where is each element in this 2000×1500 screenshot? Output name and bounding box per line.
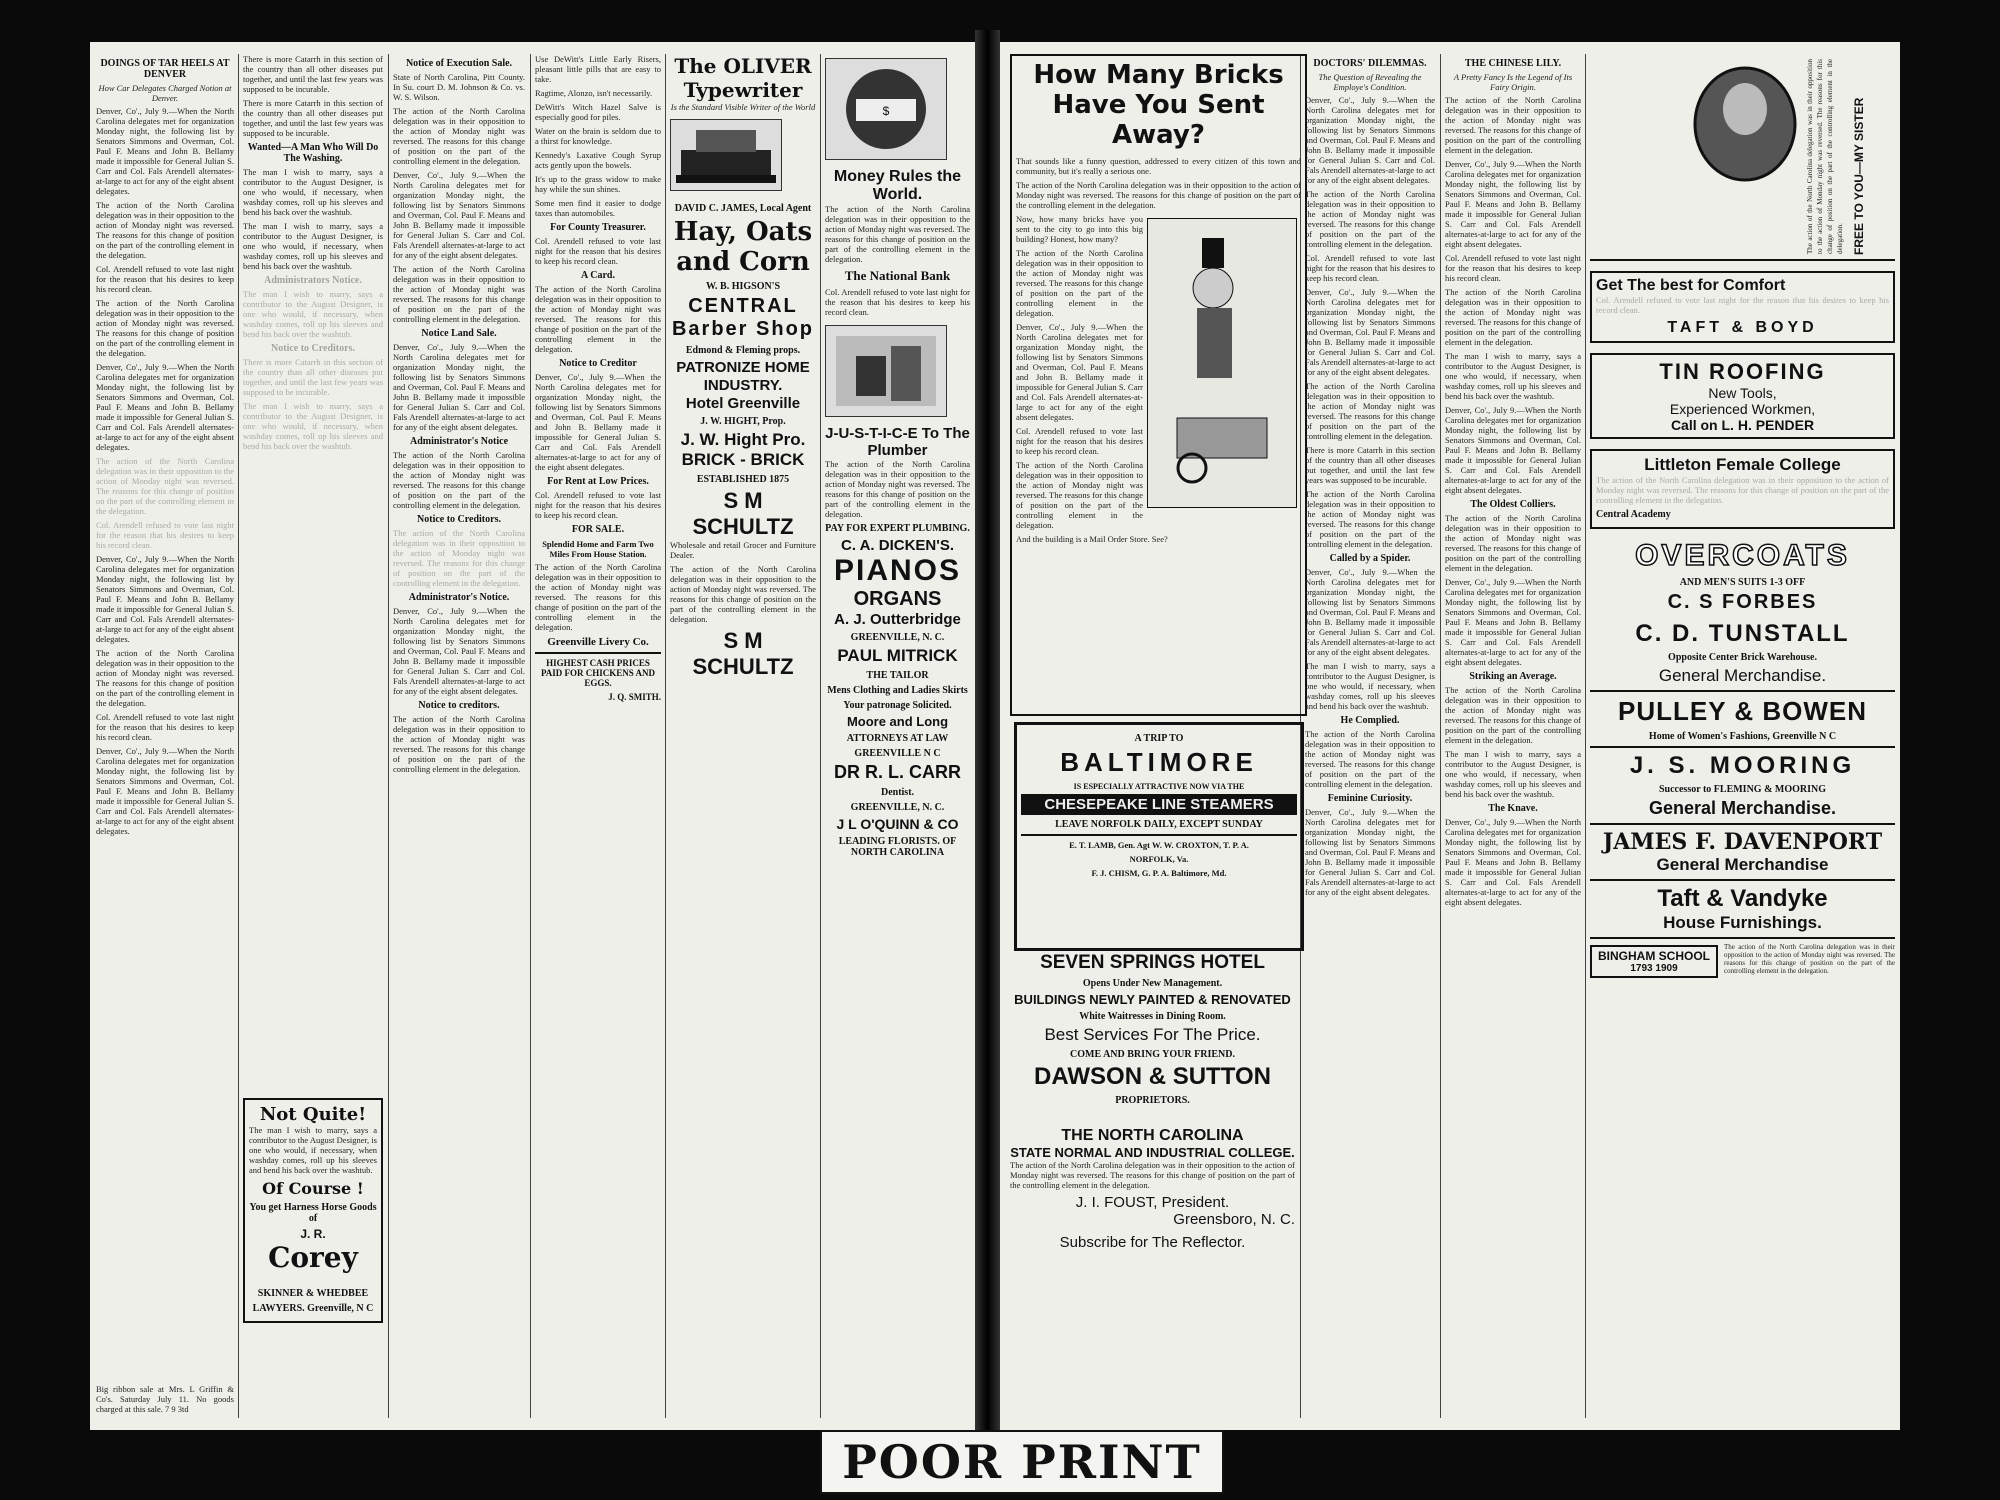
article-headline: DOINGS OF TAR HEELS AT DENVER bbox=[100, 58, 230, 80]
barber-ad-title: CENTRAL Barber Shop bbox=[671, 295, 815, 340]
ad-title: OVERCOATS bbox=[1635, 539, 1850, 572]
article-paragraph: Col. Arendell refused to vote last night for the reason that his desires to keep his record clean. bbox=[1305, 253, 1435, 283]
notice-text: Denver, Co'., July 9.—When the North Carolina delegates met for organization Monday night, the following list by Senators Simmons and Overman, Col. Paul F. Means and John B. Bellamy made it impossible for General Julian S. Carr and Col. Fals Arendell alternates-at-large to act for any of the eight absent delegates. bbox=[393, 606, 525, 696]
ad-text: The National Bank bbox=[844, 268, 951, 283]
ad-text: ATTORNEYS AT LAW bbox=[846, 733, 949, 744]
article-paragraph: The action of the North Carolina delegation was in their opposition to the action of Monday night was reversed. The reasons for this change of position on the part of the controlling element in the delegation. bbox=[1305, 189, 1435, 249]
ad-title: TAFT & BOYD bbox=[1667, 319, 1818, 336]
left-col-1 bbox=[96, 54, 234, 1418]
ad-text: Col. Arendell refused to vote last night for the reason that his desires to keep his record clean. bbox=[1596, 295, 1889, 315]
article-paragraph: The action of the North Carolina delegation was in their opposition to the action of Monday night was reversed. The reasons for this change of position on the part of the controlling element in the delegation. bbox=[1016, 180, 1301, 210]
ad-title: Greenville Livery Co. bbox=[547, 636, 649, 648]
pender-ad bbox=[1590, 353, 1895, 439]
taft-boyd-ad bbox=[1590, 271, 1895, 343]
moore-long-ad-title: Moore and Long bbox=[846, 714, 949, 729]
article-subhead: A Pretty Fancy Is the Legend of Its Fairy Origin. bbox=[1453, 72, 1573, 92]
oliver-ad-title: The OLIVER Typewriter bbox=[674, 54, 812, 102]
brief-item: It's up to the grass widow to make hay while the sun shines. bbox=[535, 174, 661, 194]
ad-text: Best Services For The Price. bbox=[1044, 1025, 1261, 1044]
article-paragraph: There is more Catarrh in this section of the country than all other diseases put together, and until the last few years was supposed to be incurable. bbox=[1305, 445, 1435, 485]
notice-headline: Administrators Notice. bbox=[264, 275, 362, 286]
plumber-ad-title: J-U-S-T-I-C-E To The Plumber bbox=[825, 425, 970, 459]
mitrick-ad-title: PAUL MITRICK bbox=[837, 646, 958, 665]
brick-ad-title: BRICK - BRICK bbox=[681, 450, 805, 469]
ad-title: BINGHAM SCHOOL bbox=[1598, 948, 1710, 963]
ad-text: AND MEN'S SUITS 1-3 OFF bbox=[1679, 577, 1806, 588]
article-paragraph: Denver, Co'., July 9.—When the North Carolina delegates met for organization Monday night, the following list by Senators Simmons and Overman, Col. Paul F. Means and John B. Bellamy made it impossible for General Julian S. Carr and Col. Fals Arendell alternates-at-large to act for any of the eight absent delegates. bbox=[96, 554, 234, 644]
ad-title: C. D. TUNSTALL bbox=[1635, 620, 1850, 647]
article-paragraph: The action of the North Carolina delegation was in their opposition to the action of Monday night was reversed. The reasons for this change of position on the part of the controlling element in the delegation. bbox=[1016, 460, 1143, 530]
ad-text: GREENVILLE N C bbox=[854, 748, 941, 759]
article-headline: The Knave. bbox=[1488, 803, 1538, 814]
article-paragraph: That sounds like a funny question, addressed to every citizen of this town and community, but it's really a serious one. bbox=[1016, 156, 1301, 176]
article-paragraph: Denver, Co'., July 9.—When the North Carolina delegates met for organization Monday night, the following list by Senators Simmons and Overman, Col. Paul F. Means and John B. Bellamy made it impossible for General Julian S. Carr and Col. Fals Arendell alternates-at-large to act for any of the eight absent delegates. bbox=[1445, 159, 1581, 249]
ad-text: Greensboro, N. C. bbox=[1173, 1211, 1295, 1228]
brief-item: DeWitt's Witch Hazel Salve is especially good for piles. bbox=[535, 102, 661, 122]
ad-text: The action of the North Carolina delegation was in their opposition to the action of Monday night was reversed. The reasons for this change of position on the part of the controlling element in the delegation. bbox=[825, 204, 970, 264]
notice-text: Denver, Co'., July 9.—When the North Carolina delegates met for organization Monday night, the following list by Senators Simmons and Overman, Col. Paul F. Means and John B. Bellamy made it impossible for General Julian S. Carr and Col. Fals Arendell alternates-at-large to act for any of the eight absent delegates. bbox=[393, 342, 525, 432]
typewriter-illustration bbox=[670, 119, 782, 191]
ad-text: GREENVILLE, N. C. bbox=[850, 632, 945, 643]
article-paragraph: Col. Arendell refused to vote last night for the reason that his desires to keep his record clean. bbox=[1445, 253, 1581, 283]
left-col-2 bbox=[243, 54, 383, 1418]
poor-print-stamp: POOR PRINT bbox=[820, 1430, 1224, 1494]
ad-text: LEADING FLORISTS. OF NORTH CAROLINA bbox=[838, 836, 957, 858]
article-paragraph: Now, how many bricks have you sent to the city to go into this big building? Honest, how many? bbox=[1016, 214, 1143, 244]
ad-text: Central Academy bbox=[1596, 509, 1671, 520]
notice-text: The action of the North Carolina delegation was in their opposition to the action of Monday night was reversed. The reasons for this change of position on the part of the controlling element in the delegation. bbox=[393, 106, 525, 166]
article-paragraph: The man I wish to marry, says a contributor to the August Designer, is one who would, if necessary, when washday comes, roll up his sleeves and bend his back over the washtub. bbox=[243, 401, 383, 451]
article-paragraph: Denver, Co'., July 9.—When the North Carolina delegates met for organization Monday night, the following list by Senators Simmons and Overman, Col. Paul F. Means and John B. Bellamy made it impossible for General Julian S. Carr and Col. Fals Arendell alternates-at-large to act for any of the eight absent delegates. bbox=[1305, 95, 1435, 185]
ad-text: Opposite Center Brick Warehouse. bbox=[1668, 652, 1817, 663]
article-headline: Striking an Average. bbox=[1469, 671, 1557, 682]
article-paragraph: The action of the North Carolina delegation was in their opposition to the action of Monday night was reversed. The reasons for this change of position on the part of the controlling element in the delegation. bbox=[1305, 489, 1435, 549]
hight-ad-title: J. W. Hight Pro. bbox=[680, 430, 806, 449]
ad-title: BALTIMORE bbox=[1060, 747, 1258, 777]
ad-text: J. I. FOUST, President. bbox=[1075, 1194, 1230, 1211]
article-paragraph: The action of the North Carolina delegation was in their opposition to the action of Monday night was reversed. The reasons for this change of position on the part of the controlling element in the delegation. bbox=[1305, 729, 1435, 789]
carr-ad-title: DR R. L. CARR bbox=[834, 762, 961, 782]
ad-title: DAWSON & SUTTON bbox=[1034, 1063, 1271, 1090]
seven-springs-ad bbox=[1010, 952, 1295, 1117]
ad-title: J. S. MOORING bbox=[1629, 752, 1856, 779]
ad-text: The action of the North Carolina delegation was in their opposition to the action of Monday night was reversed. The reasons for this change of position on the part of the controlling element in the delegation. bbox=[1724, 943, 1895, 975]
ad-text: PROPRIETORS. bbox=[1115, 1095, 1190, 1106]
article-paragraph: Denver, Co'., July 9.—When the North Carolina delegates met for organization Monday night, the following list by Senators Simmons and Overman, Col. Paul F. Means and John B. Bellamy made it impossible for General Julian S. Carr and Col. Fals Arendell alternates-at-large to act for any of the eight absent delegates. bbox=[96, 362, 234, 452]
notice-text: Col. Arendell refused to vote last night for the reason that his desires to keep his record clean. bbox=[535, 490, 661, 520]
article-paragraph: Col. Arendell refused to vote last night for the reason that his desires to keep his record clean. bbox=[96, 264, 234, 294]
davenport-ad bbox=[1590, 829, 1895, 875]
article-headline: Called by a Spider. bbox=[1329, 553, 1411, 564]
article-headline: He Complied. bbox=[1340, 715, 1400, 726]
left-col-6 bbox=[825, 54, 970, 1418]
bricks-title-line: How Many Bricks bbox=[1033, 60, 1284, 90]
article-paragraph: Denver, Co'., July 9.—When the North Carolina delegates met for organization Monday night, the following list by Senators Simmons and Overman, Col. Paul F. Means and John B. Bellamy made it impossible for General Julian S. Carr and Col. Fals Arendell alternates-at-large to act for any of the eight absent delegates. bbox=[1445, 577, 1581, 667]
article-headline: The Oldest Colliers. bbox=[1470, 499, 1556, 510]
article-paragraph: There is more Catarrh in this section of the country than all other diseases put together, and until the last few years was supposed to be incurable. bbox=[243, 357, 383, 397]
article-paragraph: Denver, Co'., July 9.—When the North Carolina delegates met for organization Monday night, the following list by Senators Simmons and Overman, Col. Paul F. Means and John B. Bellamy made it impossible for General Julian S. Carr and Col. Fals Arendell alternates-at-large to act for any of the eight absent delegates. bbox=[1016, 322, 1143, 422]
article-paragraph: The action of the North Carolina delegation was in their opposition to the action of Monday night was reversed. The reasons for this change of position on the part of the controlling element in the delegation. bbox=[96, 648, 234, 708]
ad-text: 1793 1909 bbox=[1630, 962, 1678, 974]
oquinn-ad-title: J L O'QUINN & CO bbox=[836, 816, 959, 832]
bricks-title-line: Away? bbox=[1112, 120, 1205, 150]
industry-ad-title: PATRONIZE HOME INDUSTRY. bbox=[676, 359, 810, 394]
article-paragraph: The action of the North Carolina delegation was in their opposition to the action of Monday night was reversed. The reasons for this change of position on the part of the controlling element in the delegation. bbox=[1445, 685, 1581, 745]
forbes-ad bbox=[1590, 539, 1895, 614]
schultz-ad-title: S M SCHULTZ bbox=[692, 488, 794, 539]
notice-headline: Notice to Creditor bbox=[559, 358, 637, 369]
ad-text: COME AND BRING YOUR FRIEND. bbox=[1070, 1049, 1235, 1060]
article-paragraph: Denver, Co'., July 9.—When the North Carolina delegates met for organization Monday night, the following list by Senators Simmons and Overman, Col. Paul F. Means and John B. Bellamy made it impossible for General Julian S. Carr and Col. Fals Arendell alternates-at-large to act for any of the eight absent delegates. bbox=[1305, 807, 1435, 897]
ad-title: Littleton Female College bbox=[1644, 455, 1841, 474]
notice-headline: Notice of Execution Sale. bbox=[405, 58, 513, 69]
ad-title: Corey bbox=[268, 1241, 358, 1274]
ad-text: The action of the North Carolina delegation was in their opposition to the action of Monday night was reversed. The reasons for this change of position on the part of the controlling element in the delegation. bbox=[825, 459, 970, 519]
ad-text: Is the Standard Visible Writer of the World bbox=[670, 102, 816, 112]
corey-ad bbox=[243, 1098, 383, 1323]
ad-text: Opens Under New Management. bbox=[1082, 978, 1223, 989]
ad-text: General Merchandise bbox=[1656, 855, 1829, 874]
college-ad bbox=[1010, 1127, 1295, 1418]
ad-title: SEVEN SPRINGS HOTEL bbox=[1040, 952, 1265, 973]
right-ad-column bbox=[1590, 54, 1895, 1418]
notice-headline: For Rent at Low Prices. bbox=[547, 476, 649, 487]
article-paragraph: The man I wish to marry, says a contributor to the August Designer, is one who would, if necessary, when washday comes, roll up his sleeves and bend his back over the washtub. bbox=[1445, 351, 1581, 401]
ad-title: Taft & Vandyke bbox=[1657, 885, 1828, 912]
littleton-ad bbox=[1590, 449, 1895, 529]
article-paragraph: The man I wish to marry, says a contributor to the August Designer, is one who would, if necessary, when washday comes, roll up his sleeves and bend his back over the washtub. bbox=[243, 221, 383, 271]
ad-text: Experienced Workmen, bbox=[1669, 401, 1816, 417]
ad-text: IS ESPECIALLY ATTRACTIVE NOW VIA THE bbox=[1073, 782, 1245, 791]
article-paragraph: Col. Arendell refused to vote last night for the reason that his desires to keep his record clean. bbox=[1016, 426, 1143, 456]
notice-text: The action of the North Carolina delegation was in their opposition to the action of Monday night was reversed. The reasons for this change of position on the part of the controlling element in the delegation. bbox=[393, 264, 525, 324]
article-paragraph: The action of the North Carolina delegation was in their opposition to the action of Monday night was reversed. The reasons for this change of position on the part of the controlling element in the delegation. bbox=[1445, 287, 1581, 347]
ad-text: White Waitresses in Dining Room. bbox=[1079, 1011, 1226, 1022]
schultz-ad-title: S M SCHULTZ bbox=[692, 628, 794, 679]
brief-item: Ragtime, Alonzo, isn't necessarily. bbox=[535, 88, 653, 98]
notice-headline: Notice Land Sale. bbox=[421, 328, 497, 339]
portrait-illustration bbox=[1690, 64, 1800, 184]
ad-title: Get The best for Comfort bbox=[1596, 277, 1786, 294]
article-paragraph: The action of the North Carolina delegation was in their opposition to the action of Monday night was reversed. The reasons for this change of position on the part of the controlling element in the delegation. bbox=[1305, 381, 1435, 441]
tunstall-ad bbox=[1590, 620, 1895, 686]
article-subhead: The Question of Revealing the Employe's Condition. bbox=[1318, 72, 1422, 92]
ad-title: TIN ROOFING bbox=[1659, 359, 1826, 384]
plumber-illustration bbox=[825, 325, 947, 417]
bricks-article bbox=[1010, 54, 1307, 716]
notice-text: The action of the North Carolina delegation was in their opposition to the action of Monday night was reversed. The reasons for this change of position on the part of the controlling element in the delegation. bbox=[535, 284, 661, 354]
right-newspaper-page bbox=[1000, 42, 1900, 1430]
pulley-bowen-ad bbox=[1590, 696, 1895, 742]
left-col-4 bbox=[535, 54, 661, 1418]
brief-item: Water on the brain is seldom due to a thirst for knowledge. bbox=[535, 126, 661, 146]
ad-text: General Merchandise. bbox=[1658, 666, 1827, 685]
article-paragraph: The action of the North Carolina delegation was in their opposition to the action of Monday night was reversed. The reasons for this change of position on the part of the controlling element in the delegation. bbox=[1445, 513, 1581, 573]
subscribe-line: Subscribe for The Reflector. bbox=[1059, 1234, 1246, 1251]
ad-text: The action of the North Carolina delegation was in their opposition to the action of Monday night was reversed. The reasons for this change of position on the part of the controlling element in the delegation. bbox=[1596, 475, 1889, 505]
ad-text: House Furnishings. bbox=[1663, 913, 1822, 932]
ad-text: New Tools, bbox=[1708, 385, 1777, 401]
ad-text: DAVID C. JAMES, Local Agent bbox=[674, 203, 812, 214]
notice-headline: A Card. bbox=[581, 270, 615, 281]
ad-text: You get Harness Horse Goods of bbox=[249, 1202, 377, 1224]
taft-vandyke-ad bbox=[1590, 885, 1895, 933]
ad-text: Edmond & Fleming props. bbox=[685, 345, 801, 356]
ad-text: The action of the North Carolina delegation was in their opposition to the action of Monday night was reversed. The reasons for this change of position on the part of the controlling element in the delegation. bbox=[670, 564, 816, 624]
mooring-ad bbox=[1590, 752, 1895, 819]
article-subhead: How Car Delegates Charged Notion at Denver. bbox=[98, 83, 232, 103]
dickens-ad-title: C. A. DICKEN'S. bbox=[840, 537, 955, 554]
ad-text: LAWYERS. Greenville, N C bbox=[252, 1303, 374, 1314]
article-paragraph: There is more Catarrh in this section of the country than all other diseases put together, and until the last few years was supposed to be incurable. bbox=[243, 98, 383, 138]
article-paragraph: The man I wish to marry, says a contributor to the August Designer, is one who would, if necessary, when washday comes, roll up his sleeves and bend his back over the washtub. bbox=[1445, 749, 1581, 799]
article-paragraph: The man I wish to marry, says a contributor to the August Designer, is one who would, if necessary, when washday comes, roll up his sleeves and bend his back over the washtub. bbox=[243, 289, 383, 339]
left-newspaper-page bbox=[90, 42, 975, 1430]
article-headline: THE CHINESE LILY. bbox=[1464, 58, 1562, 69]
ad-text: THE TAILOR bbox=[866, 670, 929, 681]
notice-text: The action of the North Carolina delegation was in their opposition to the action of Monday night was reversed. The reasons for this change of position on the part of the controlling element in the delegation. bbox=[393, 450, 525, 510]
notice-text: The action of the North Carolina delegation was in their opposition to the action of Monday night was reversed. The reasons for this change of position on the part of the controlling element in the delegation. bbox=[393, 714, 525, 774]
notice-text: The action of the North Carolina delegation was in their opposition to the action of Monday night was reversed. The reasons for this change of position on the part of the controlling element in the delegation. bbox=[393, 528, 525, 588]
chinese-lily-column bbox=[1445, 54, 1581, 1418]
article-paragraph: Denver, Co'., July 9.—When the North Carolina delegates met for organization Monday night, the following list by Senators Simmons and Overman, Col. Paul F. Means and John B. Bellamy made it impossible for General Julian S. Carr and Col. Fals Arendell alternates-at-large to act for any of the eight absent delegates. bbox=[1445, 817, 1581, 907]
article-paragraph: The action of the North Carolina delegation was in their opposition to the action of Monday night was reversed. The reasons for this change of position on the part of the controlling element in the delegation. bbox=[96, 456, 234, 516]
ad-text: Col. Arendell refused to vote last night for the reason that his desires to keep his record clean. bbox=[825, 287, 970, 317]
ad-text: GREENVILLE, N. C. bbox=[850, 802, 945, 813]
notice-headline: FOR SALE. bbox=[571, 524, 625, 535]
bank-ad-title: Money Rules the World. bbox=[833, 168, 962, 203]
ad-text: SKINNER & WHEDBEE bbox=[257, 1288, 369, 1299]
article-paragraph: The man I wish to marry, says a contributor to the August Designer, is one who would, if necessary, when washday comes, roll up his sleeves and bend his back over the washtub. bbox=[1305, 661, 1435, 711]
ad-text: J. Q. SMITH. bbox=[608, 692, 661, 702]
ad-text: E. T. LAMB, Gen. Agt W. W. CROXTON, T. P. A. bbox=[1069, 840, 1249, 850]
article-paragraph: Denver, Co'., July 9.—When the North Carolina delegates met for organization Monday night, the following list by Senators Simmons and Overman, Col. Paul F. Means and John B. Bellamy made it impossible for General Julian S. Carr and Col. Fals Arendell alternates-at-large to act for any of the eight absent delegates. bbox=[1305, 567, 1435, 657]
hay-ad-title: Hay, Oats and Corn bbox=[673, 217, 813, 277]
article-paragraph: The action of the North Carolina delegation was in their opposition to the action of Monday night was reversed. The reasons for this change of position on the part of the controlling element in the delegation. bbox=[96, 200, 234, 260]
article-paragraph: Denver, Co'., July 9.—When the North Carolina delegates met for organization Monday night, the following list by Senators Simmons and Overman, Col. Paul F. Means and John B. Bellamy made it impossible for General Julian S. Carr and Col. Fals Arendell alternates-at-large to act for any of the eight absent delegates. bbox=[1305, 287, 1435, 377]
ad-text: Call on L. H. PENDER bbox=[1670, 417, 1815, 433]
ad-title: Not Quite! bbox=[259, 1104, 367, 1125]
doctors-dilemmas-column bbox=[1305, 54, 1435, 1418]
article-paragraph: Col. Arendell refused to vote last night for the reason that his desires to keep his record clean. bbox=[96, 520, 234, 550]
vertical-ad-text: FREE TO YOU—MY SISTER bbox=[1852, 97, 1866, 255]
notice-text: Denver, Co'., July 9.—When the North Carolina delegates met for organization Monday night, the following list by Senators Simmons and Overman, Col. Paul F. Means and John B. Bellamy made it impossible for General Julian S. Carr and Col. Fals Arendell alternates-at-large to act for any of the eight absent delegates. bbox=[393, 170, 525, 260]
notice-text: Col. Arendell refused to vote last night for the reason that his desires to keep his record clean. bbox=[535, 236, 661, 266]
vertical-ad-body: The action of the North Carolina delegation was in their opposition to the action of Monday night was reversed. The reasons for this change of position on the part of the controlling element in the delegation. bbox=[1806, 59, 1844, 254]
ad-text: Dentist. bbox=[880, 787, 915, 798]
article-paragraph: The action of the North Carolina delegation was in their opposition to the action of Monday night was reversed. The reasons for this change of position on the part of the controlling element in the delegation. bbox=[1445, 95, 1581, 155]
ad-text: Home of Women's Fashions, Greenville N C bbox=[1648, 731, 1837, 742]
pianos-title: PIANOS bbox=[833, 554, 962, 587]
ad-text: J. R. bbox=[300, 1227, 326, 1241]
article-paragraph: The action of the North Carolina delegation was in their opposition to the action of Monday night was reversed. The reasons for this change of position on the part of the controlling element in the delegation. bbox=[1016, 248, 1143, 318]
ad-text: The man I wish to marry, says a contributor to the August Designer, is one who would, if necessary, when washday comes, roll up his sleeves and bend his back over the washtub. bbox=[249, 1125, 377, 1175]
notice-headline: Notice to creditors. bbox=[418, 700, 500, 711]
ad-text: Your patronage Solicited. bbox=[843, 700, 952, 711]
article-headline: Wanted—A Man Who Will Do The Washing. bbox=[247, 142, 379, 164]
notice-text: Denver, Co'., July 9.—When the North Carolina delegates met for organization Monday night, the following list by Senators Simmons and Overman, Col. Paul F. Means and John B. Bellamy made it impossible for General Julian S. Carr and Col. Fals Arendell alternates-at-large to act for any of the eight absent delegates. bbox=[535, 372, 661, 472]
bricks-title-line: Have You Sent bbox=[1052, 90, 1265, 120]
money-illustration bbox=[825, 58, 947, 160]
organs-title: ORGANS bbox=[853, 588, 942, 610]
left-col-5 bbox=[670, 54, 816, 1418]
ad-title: HIGHEST CASH PRICES PAID FOR CHICKENS AND EGGS. bbox=[540, 658, 656, 688]
outterbridge-ad-title: A. J. Outterbridge bbox=[834, 611, 961, 628]
notice-headline: Notice to Creditors. bbox=[271, 343, 355, 354]
cartoon-illustration bbox=[1147, 218, 1297, 508]
ad-text: LEAVE NORFOLK DAILY, EXCEPT SUNDAY bbox=[1055, 819, 1263, 830]
ad-text: J. W. HIGHT, Prop. bbox=[700, 416, 786, 427]
notice-subhead: Splendid Home and Farm Two Miles From House Station. bbox=[542, 539, 654, 559]
sale-notice: Big ribbon sale at Mrs. L Griffin & Co's. Saturday July 11. No goods charged at this sale. 7 9 3td bbox=[96, 1384, 234, 1414]
hotel-ad-title: Hotel Greenville bbox=[685, 395, 801, 412]
article-paragraph: Denver, Co'., July 9.—When the North Carolina delegates met for organization Monday night, the following list by Senators Simmons and Overman, Col. Paul F. Means and John B. Bellamy made it impossible for General Julian S. Carr and Col. Fals Arendell alternates-at-large to act for any of the eight absent delegates. bbox=[96, 746, 234, 836]
ad-text: F. J. CHISM, G. P. A. Baltimore, Md. bbox=[1091, 868, 1227, 878]
brief-item: Some men find it easier to dodge taxes than automobiles. bbox=[535, 198, 661, 218]
ad-text: Wholesale and retail Grocer and Furniture Dealer. bbox=[670, 540, 816, 560]
article-paragraph: Denver, Co'., July 9.—When the North Carolina delegates met for organization Monday night, the following list by Senators Simmons and Overman, Col. Paul F. Means and John B. Bellamy made it impossible for General Julian S. Carr and Col. Fals Arendell alternates-at-large to act for any of the eight absent delegates. bbox=[96, 106, 234, 196]
ad-text: BUILDINGS NEWLY PAINTED & RENOVATED bbox=[1014, 992, 1291, 1007]
article-paragraph: Col. Arendell refused to vote last night for the reason that his desires to keep his record clean. bbox=[96, 712, 234, 742]
ad-text: C. S FORBES bbox=[1667, 591, 1818, 613]
article-paragraph: The action of the North Carolina delegation was in their opposition to the action of Monday night was reversed. The reasons for this change of position on the part of the controlling element in the delegation. bbox=[96, 298, 234, 358]
notice-text: State of North Carolina, Pitt County. In Su. court D. M. Johnson & Co. vs. W. S. Wilson. bbox=[393, 72, 525, 102]
baltimore-ad bbox=[1014, 722, 1304, 951]
ad-title: PULLEY & BOWEN bbox=[1618, 696, 1867, 726]
ad-text: General Merchandise. bbox=[1648, 798, 1837, 818]
ad-text: W. B. HIGSON'S bbox=[705, 281, 781, 292]
notice-headline: For County Treasurer. bbox=[550, 222, 646, 233]
bingham-logo bbox=[1590, 945, 1718, 978]
free-to-you-ad bbox=[1590, 54, 1895, 261]
ad-title: CHESEPEAKE LINE STEAMERS bbox=[1021, 794, 1297, 815]
ad-text: The action of the North Carolina delegation was in their opposition to the action of Monday night was reversed. The reasons for this change of position on the part of the controlling element in the delegation. bbox=[1010, 1160, 1295, 1190]
ad-text: PAY FOR EXPERT PLUMBING. bbox=[825, 523, 970, 534]
notice-text: The action of the North Carolina delegation was in their opposition to the action of Monday night was reversed. The reasons for this change of position on the part of the controlling element in the delegation. bbox=[535, 562, 661, 632]
ad-text: ESTABLISHED 1875 bbox=[696, 474, 790, 485]
ad-text: Mens Clothing and Ladies Skirts bbox=[827, 685, 968, 696]
article-paragraph: There is more Catarrh in this section of the country than all other diseases put together, and until the last few years was supposed to be incurable. bbox=[243, 54, 383, 94]
ad-title: Of Course ! bbox=[262, 1179, 364, 1198]
ad-text: A TRIP TO bbox=[1134, 733, 1184, 744]
notice-headline: Notice to Creditors. bbox=[417, 514, 501, 525]
article-paragraph: The man I wish to marry, says a contributor to the August Designer, is one who would, if necessary, when washday comes, roll up his sleeves and bend his back over the washtub. bbox=[243, 167, 383, 217]
article-headline: Feminine Curiosity. bbox=[1327, 793, 1413, 804]
ad-text: Successor to FLEMING & MOORING bbox=[1658, 784, 1827, 795]
brief-item: Use DeWitt's Little Early Risers, pleasant little pills that are easy to take. bbox=[535, 54, 661, 84]
ad-title: STATE NORMAL AND INDUSTRIAL COLLEGE. bbox=[1010, 1145, 1295, 1160]
svg-text:$: $ bbox=[882, 104, 890, 118]
ad-text: NORFOLK, Va. bbox=[1129, 854, 1189, 864]
page-gutter bbox=[975, 30, 1000, 1450]
notice-headline: Administrator's Notice. bbox=[408, 592, 510, 603]
article-paragraph: And the building is a Mail Order Store. See? bbox=[1016, 534, 1168, 544]
ad-title: JAMES F. DAVENPORT bbox=[1602, 829, 1883, 855]
left-col-3 bbox=[393, 54, 525, 1418]
article-headline: DOCTORS' DILEMMAS. bbox=[1313, 58, 1427, 69]
brief-item: Kennedy's Laxative Cough Syrup acts gently upon the bowels. bbox=[535, 150, 661, 170]
bingham-ad bbox=[1590, 943, 1895, 979]
ad-title: THE NORTH CAROLINA bbox=[1061, 1127, 1244, 1144]
notice-headline: Administrator's Notice bbox=[409, 436, 509, 447]
article-paragraph: Denver, Co'., July 9.—When the North Carolina delegates met for organization Monday night, the following list by Senators Simmons and Overman, Col. Paul F. Means and John B. Bellamy made it impossible for General Julian S. Carr and Col. Fals Arendell alternates-at-large to act for any of the eight absent delegates. bbox=[1445, 405, 1581, 495]
